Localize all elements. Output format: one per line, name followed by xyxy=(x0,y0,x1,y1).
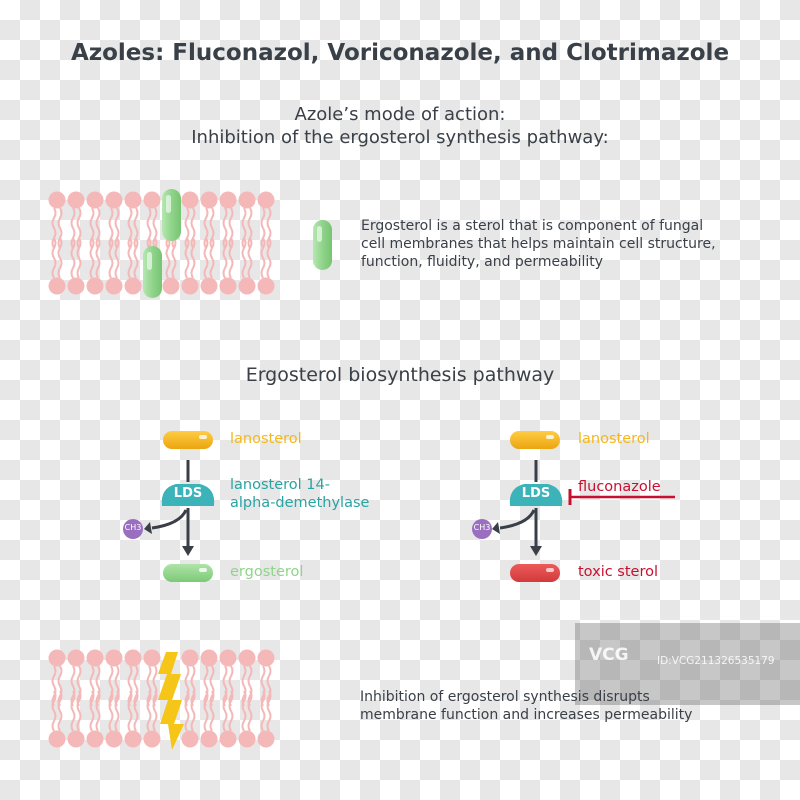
inhibited-substrate-label: lanosterol xyxy=(578,431,650,447)
disruption-bolt-icon xyxy=(158,652,184,750)
phospholipid xyxy=(68,192,85,295)
phospholipid xyxy=(49,192,66,295)
ergosterol-icon xyxy=(313,220,332,270)
inhibited-methyl-label: CH3 xyxy=(473,523,491,532)
phospholipid xyxy=(201,192,218,295)
inhibited-enzyme-abbr: LDS xyxy=(521,486,551,501)
pathway-inhibited-graphics xyxy=(472,431,675,582)
membrane-description-line-3: function, fluidity, and permeability xyxy=(361,254,604,270)
membrane-description-line-1: Ergosterol is a sterol that is component of fungal xyxy=(361,218,704,234)
subtitle-line-1: Azole’s mode of action: xyxy=(294,104,506,125)
phospholipid xyxy=(144,650,161,748)
phospholipid xyxy=(201,650,218,748)
normal-enzyme-name xyxy=(230,476,369,512)
phospholipid xyxy=(182,192,199,295)
phospholipid xyxy=(87,650,104,748)
phospholipid xyxy=(68,650,85,748)
phospholipid xyxy=(125,650,142,748)
phospholipid xyxy=(49,650,66,748)
page-title: Azoles: Fluconazol, Voriconazole, and Clotrimazole xyxy=(70,40,730,66)
bottom-description xyxy=(360,688,692,724)
normal-product-label: ergosterol xyxy=(230,564,304,580)
phospholipid xyxy=(87,192,104,295)
phospholipid xyxy=(258,650,275,748)
phospholipid xyxy=(220,192,237,295)
normal-methyl-label: CH3 xyxy=(124,523,142,532)
watermark-id: ID:VCG211326535179 xyxy=(657,655,775,667)
phospholipid xyxy=(220,650,237,748)
phospholipid xyxy=(258,192,275,295)
normal-enzyme-name-line-1: lanosterol 14- xyxy=(230,477,330,493)
phospholipid xyxy=(182,650,199,748)
normal-enzyme-abbr: LDS xyxy=(173,486,203,501)
watermark-logo: VCG xyxy=(589,645,629,665)
pathway-normal-graphics xyxy=(123,431,214,582)
bottom-description-line-1: Inhibition of ergosterol synthesis disrupts xyxy=(360,689,650,705)
phospholipid xyxy=(106,192,123,295)
inhibitor-label: fluconazole xyxy=(578,479,661,495)
phospholipid xyxy=(239,650,256,748)
pathway-title: Ergosterol biosynthesis pathway xyxy=(245,364,555,386)
phospholipid xyxy=(239,192,256,295)
normal-enzyme-name-line-2: alpha-demethylase xyxy=(230,495,370,511)
membrane-description-line-2: cell membranes that helps maintain cell structure, xyxy=(361,236,716,252)
membrane-description xyxy=(361,217,716,271)
subtitle-line-2: Inhibition of the ergosterol synthesis pathway: xyxy=(191,127,609,148)
phospholipid xyxy=(125,192,142,295)
bottom-description-line-2: membrane function and increases permeability xyxy=(360,707,693,723)
inhibited-product-label: toxic sterol xyxy=(578,564,659,580)
normal-substrate-label: lanosterol xyxy=(230,431,302,447)
phospholipid xyxy=(106,650,123,748)
